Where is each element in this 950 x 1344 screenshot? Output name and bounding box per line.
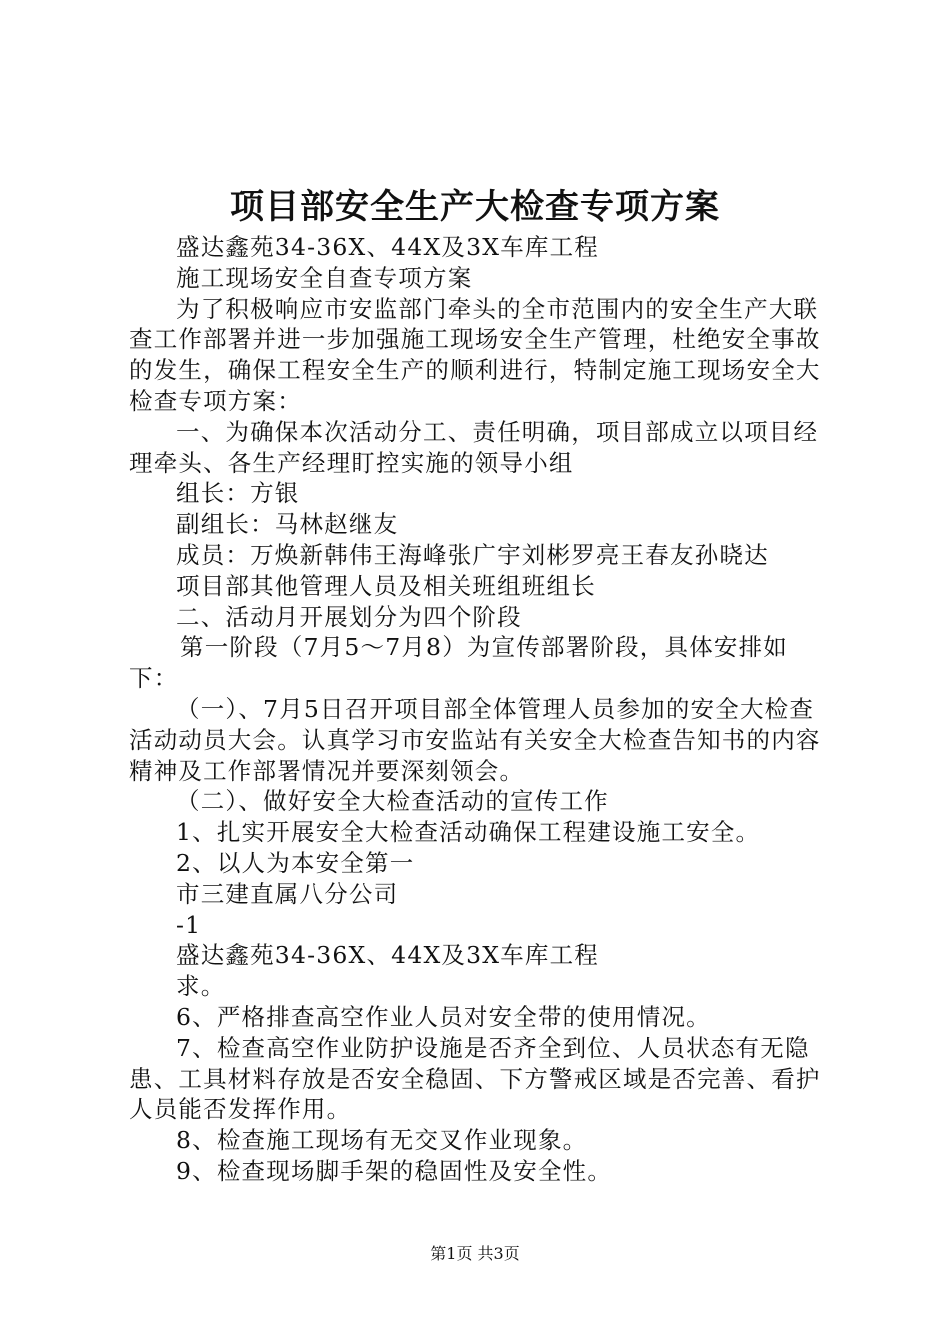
point-2-line: 2、以人为本安全第一 [176, 848, 415, 877]
other-staff-line: 项目部其他管理人员及相关班组班组长 [176, 571, 596, 600]
fragment-line: 求。 [176, 972, 226, 1001]
point-1-line: 1、扎实开展安全大检查活动确保工程建设施工安全。 [176, 818, 761, 847]
project-name-line: 盛达鑫苑34-36X、44X及3X车库工程 [176, 233, 599, 261]
page-footer: 第1页 共3页 [430, 1244, 520, 1263]
section-two-heading: 二、活动月开展划分为四个阶段 [176, 602, 522, 631]
plan-subtitle-line: 施工现场安全自查专项方案 [176, 263, 473, 292]
point-8-line: 8、检查施工现场有无交叉作业现象。 [176, 1126, 588, 1155]
page-marker-line: -1 [176, 910, 202, 939]
document-body [129, 232, 829, 1187]
deputy-leader-line: 副组长：马林赵继友 [176, 510, 399, 539]
members-line: 成员：万焕新韩伟王海峰张广宇刘彬罗亮王春友孙晓达 [176, 540, 769, 569]
item-two-line: （二）、做好安全大检查活动的宣传工作 [176, 787, 609, 816]
point-6-line: 6、严格排查高空作业人员对安全带的使用情况。 [176, 1002, 711, 1031]
group-leader-line: 组长：方银 [176, 479, 300, 508]
item-one-paragraph: （一）、7月5日召开项目部全体管理人员参加的安全大检查活动动员大会。认真学习市安监站有关安全大检查告知书的内容精神及工作部署情况并要深刻领会。 [129, 694, 821, 785]
point-9-line: 9、检查现场脚手架的稳固性及安全性。 [176, 1156, 613, 1185]
company-name-line: 市三建直属八分公司 [176, 879, 399, 908]
document-title: 项目部安全生产大检查专项方案 [230, 187, 720, 227]
point-7-paragraph: 7、检查高空作业防护设施是否齐全到位、人员状态有无隐患、工具材料存放是否安全稳固、下方警戒区域是否完善、看护人员能否发挥作用。 [129, 1033, 821, 1124]
section-one-paragraph: 一、为确保本次活动分工、责任明确，项目部成立以项目经理牵头、各生产经理盯控实施的领导小组 [129, 417, 819, 477]
intro-paragraph: 为了积极响应市安监部门牵头的全市范围内的安全生产大联查工作部署并进一步加强施工现场安全生产管理，杜绝安全事故的发生，确保工程安全生产的顺利进行，特制定施工现场安全大检查专项方案： [129, 294, 821, 415]
phase-one-paragraph: 第一阶段（7月5～7月8）为宣传部署阶段，具体安排如下： [129, 633, 789, 693]
project-name-repeat-line: 盛达鑫苑34-36X、44X及3X车库工程 [176, 941, 599, 970]
